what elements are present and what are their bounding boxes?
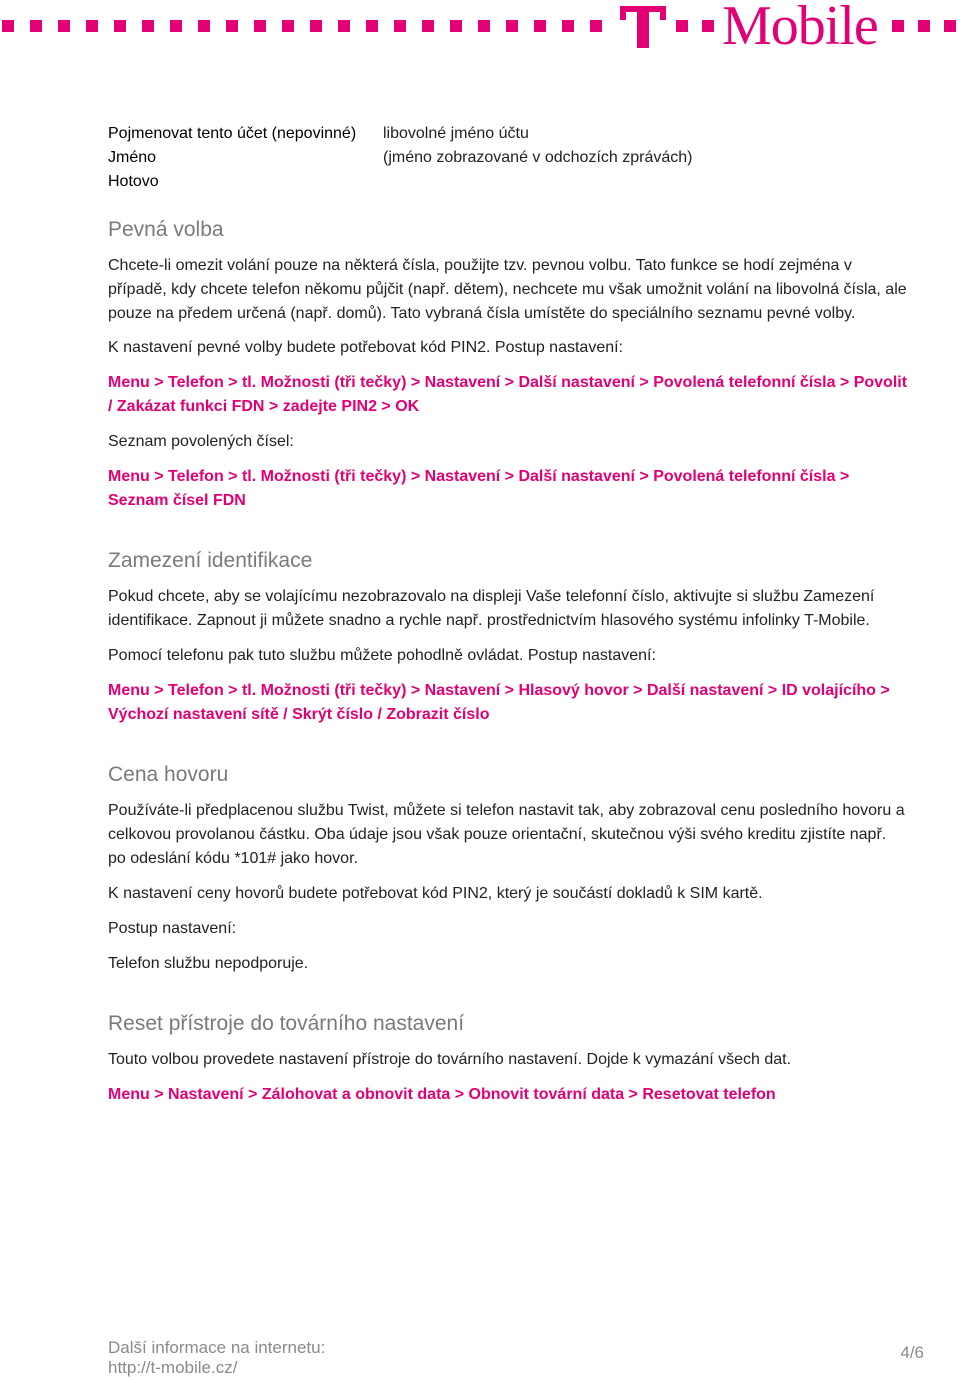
brand-header: [0, 0, 960, 60]
account-table-value: libovolné jméno účtu: [383, 125, 529, 142]
brand-dot: [114, 20, 126, 32]
brand-dot: [562, 20, 574, 32]
call-cost-unsupported: Telefon službu nepodporuje.: [108, 955, 309, 972]
brand-dot: [58, 20, 70, 32]
account-table-value: [383, 170, 908, 194]
brand-dot: [86, 20, 98, 32]
brand-dot: [394, 20, 406, 32]
brand-dot: [310, 20, 322, 32]
brand-dot: [282, 20, 294, 32]
brand-dot: [170, 20, 182, 32]
document-body: [108, 122, 908, 1107]
brand-dot: [2, 20, 14, 32]
page-number: 4/6: [900, 1343, 924, 1362]
fixed-dial-pin-note: K nastavení pevné volby budete potřebovat kód PIN2. Postup nastavení:: [108, 339, 624, 356]
caller-id-note: Pomocí telefonu pak tuto službu můžete pohodlně ovládat. Postup nastavení:: [108, 647, 656, 664]
factory-reset-path: Menu > Nastavení > Zálohovat a obnovit data > Obnovit tovární data > Resetovat telefon: [108, 1086, 776, 1103]
footer-label: Další informace na internetu:: [108, 1338, 326, 1357]
brand-dot: [450, 20, 462, 32]
brand-dot: [944, 20, 956, 32]
brand-dot: [478, 20, 490, 32]
call-cost-pin-note: K nastavení ceny hovorů budete potřebovat kód PIN2, který je součástí dokladů k SIM kartě.: [108, 885, 763, 902]
brand-dot: [506, 20, 518, 32]
factory-reset-intro: Touto volbou provedete nastavení přístroje do továrního nastavení. Dojde k vymazání všech dat.: [108, 1051, 792, 1068]
account-table: [108, 122, 908, 194]
caller-id-path: Menu > Telefon > tl. Možnosti (tři tečky) > Nastavení > Hlasový hovor > Další nastavení > ID volajícího > Výchozí nastavení sítě / Skrýt číslo / Zobrazit číslo: [108, 682, 890, 723]
brand-dot: [198, 20, 210, 32]
brand-dot: [254, 20, 266, 32]
brand-dot: [226, 20, 238, 32]
caller-id-intro: Pokud chcete, aby se volajícímu nezobrazovalo na displeji Vaše telefonní číslo, aktivujte si službu Zamezení identifikace. Zapnout ji můžete snadno a rychle např. prostřednictvím hlasového systému infolinky T-Mobile.: [108, 588, 875, 629]
fixed-dial-path-list: Menu > Telefon > tl. Možnosti (tři tečky) > Nastavení > Další nastavení > Povolená telefonní čísla > Seznam čísel FDN: [108, 468, 850, 509]
fixed-dial-list-label: Seznam povolených čísel:: [108, 433, 294, 450]
section-title-factory-reset: Reset přístroje do továrního nastavení: [108, 1012, 465, 1035]
brand-dot: [338, 20, 350, 32]
call-cost-intro: Používáte-li předplacenou službu Twist, můžete si telefon nastavit tak, aby zobrazoval cenu posledního hovoru a celkovou provolanou částku. Oba údaje jsou však pouze orientační, skutečnou výši svého kreditu zjistíte např. po odeslání kódu *101# jako hovor.: [108, 802, 905, 867]
account-table-key: Pojmenovat tento účet (nepovinné): [108, 125, 357, 142]
section-title-caller-id: Zamezení identifikace: [108, 549, 313, 572]
fixed-dial-path-enable: Menu > Telefon > tl. Možnosti (tři tečky) > Nastavení > Další nastavení > Povolená telefonní čísla > Povolit / Zakázat funkci FDN > zadejte PIN2 > OK: [108, 374, 908, 415]
brand-dot: [918, 20, 930, 32]
brand-logo-wordmark: Mobile: [722, 0, 878, 57]
brand-dot: [30, 20, 42, 32]
brand-dot: [534, 20, 546, 32]
brand-dot: [142, 20, 154, 32]
brand-dot: [892, 20, 904, 32]
brand-dot: [366, 20, 378, 32]
brand-dots-left: [0, 20, 620, 32]
account-table-key: Hotovo: [108, 173, 159, 190]
brand-dot: [702, 20, 714, 32]
brand-dot: [422, 20, 434, 32]
brand-dot: [590, 20, 602, 32]
account-table-key: Jméno: [108, 149, 157, 166]
footer: [108, 1338, 325, 1378]
section-title-fixed-dial: Pevná volba: [108, 218, 224, 241]
brand-dot: [676, 20, 688, 32]
fixed-dial-intro: Chcete-li omezit volání pouze na některá čísla, použijte tzv. pevnou volbu. Tato funkce se hodí zejména v případě, kdy chcete telefon někomu půjčit (např. dětem), nechcete mu však umožnit volání na libovolná čísla, ale pouze na předem určená (např. domů). Tato vybraná čísla umístěte do speciálního seznamu pevné volby.: [108, 257, 907, 322]
account-table-value: (jméno zobrazované v odchozích zprávách): [383, 149, 693, 166]
t-logo-icon: [620, 2, 666, 48]
footer-url-link[interactable]: http://t-mobile.cz/: [108, 1358, 238, 1377]
call-cost-steps-label: Postup nastavení:: [108, 920, 237, 937]
section-title-call-cost: Cena hovoru: [108, 763, 229, 786]
